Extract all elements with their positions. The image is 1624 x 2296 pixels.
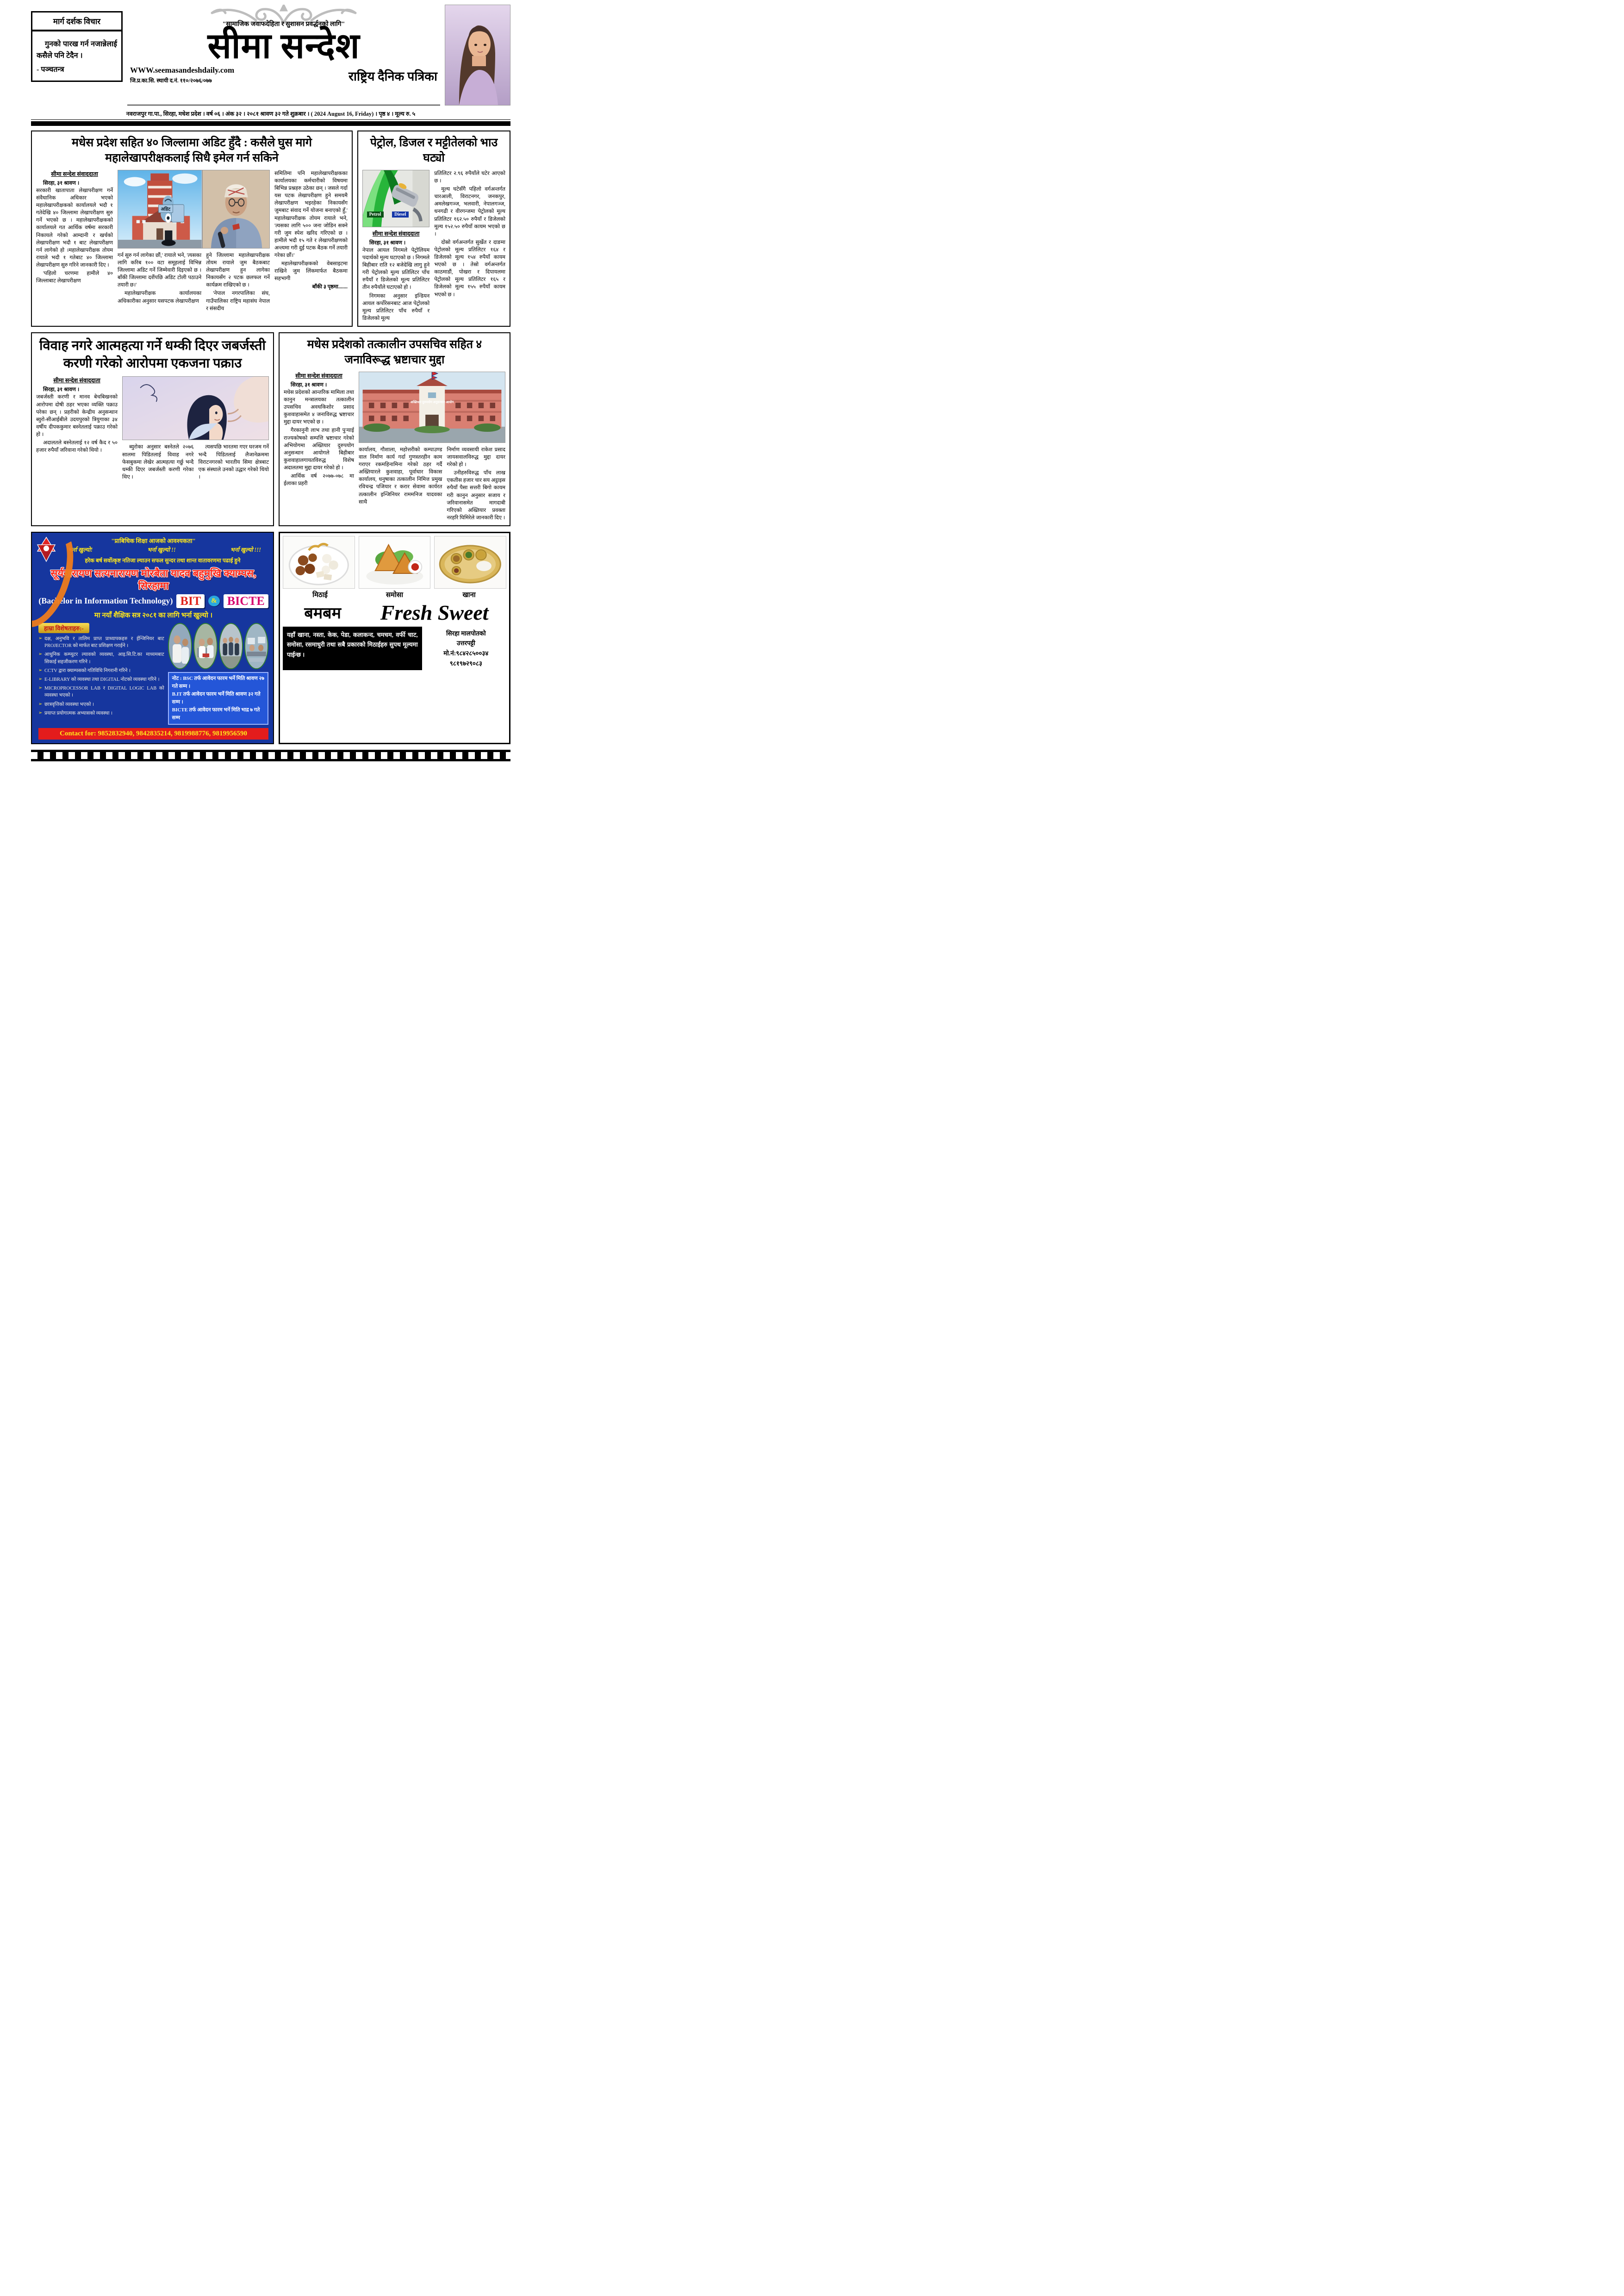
article-fuel [357,131,510,327]
note-line-2: B.IT तर्फ आवेदन फारम भर्ने मिति श्रावण ३२ गते सम्म । [172,691,261,705]
body-paragraph: मूल्य घटेसँगै पहिलो वर्गअन्तर्गत चारआली, विराटनगर, जनकपुर, अमलेखगञ्ज, भलवारी, नेपालगञ्ज, धनगढी र वीरगन्जमा पेट्रोलको मूल्य प्रतिलिटर १६२.५० रुपैयाँ र डिजेलको मूल्य १५२.५० रुपैयाँ कायम भएको छ । [434,187,505,237]
campus-ad-line2: हरेक बर्ष सर्वोत्कृष्ट नतिजा ल्याउन सफल सुन्दर तथा शान्त वातावरणमा पढाई हुने [85,557,241,564]
feature-item [38,651,164,665]
articles-row-1 [31,131,510,327]
body-paragraph: महालेखापरीक्षकको वेबसाइटमा राखिने जुम लिंकमार्फत बैठकमा सहभागी [274,261,348,282]
article-corruption-body [284,372,505,523]
filmstrip-border [31,750,510,761]
victim-illustration [122,376,269,440]
auditor-office-photo [118,170,202,249]
body-paragraph: 'पहिलो चरणमा हामीले ४० जिल्लाबाट लेखापरीक्षण [36,271,113,284]
article-audit-col3 [206,252,270,313]
admission-open-2: भर्ना खुल्यो !! [147,546,176,553]
body-paragraph: अदालतले बस्नेतलाई १२ वर्ष कैद र ५० हजार रुपैयाँ जरिवाना गरेको थियो । [36,440,118,454]
address-line-1: सिरहा मालपोतको [446,629,486,637]
petrol-sign-label: Petrol [367,212,384,218]
bicte-badge: BICTE [224,594,268,608]
article-arrest-headline: विवाह नगरे आत्महत्या गर्ने धम्की दिएर जबर्जस्ती करणी गरेको आरोपमा एकजना पक्राउ [39,338,266,371]
article-corruption [279,332,510,526]
article-audit-col4 [274,170,348,313]
dateline: सिरहा, ३१ श्रावण । [43,387,80,393]
body-paragraph: सरकारी खातापाता लेखापरीक्षण गर्ने संवैधानिक अधिकार भएको महालेखापरीक्षकको कार्यालयले भदौ १ गतेदेखि ४० जिल्लामा लेखापरीक्षण सुरु गर्ने भएको छ । महालेखापरीक्षकको कार्यालयले गत आर्थिक वर्षमा सरकारी निकायले गरेको आम्दानी र खर्चको लेखापरीक्षण भदौ १ बाट लेखापरीक्षण गर्न लागेको हो ।महालेखापरीक्षक तोयम रायाले भदौ १ गतेबाट ४० जिल्लामा लेखापरीक्षण सुरु गरिने जानकारी दिए । [36,188,113,268]
shop-name-english: Fresh Sweet [380,600,489,624]
newspaper-page [31,0,510,761]
campus-contact-strip: Contact for: 9852832940, 9842835214, 9819988776, 9819956590 [38,728,268,740]
filmstrip-squares [31,752,510,759]
guide-box-author: - पञ्चतन्त्र [37,65,64,74]
body-paragraph: महालेखापरीक्षक कार्यालयका अधिकारीका अनुसार यसपटक लेखापरीक्षण [118,291,202,304]
label-khana: खाना [462,591,476,599]
celebrity-photo [445,5,510,106]
article-fuel-col1 [362,170,429,323]
article-corruption-col3 [447,446,505,523]
sweets-plate-photo [283,536,355,589]
article-arrest-body [36,376,269,481]
body-paragraph: गर्न सुरु गर्न लागेका छौं,' रायाले भने, 'त्यसका लागि करिब १०० वटा समूहलाई विभिन्न जिल्लामा अडिट गर्ने जिम्मेवारी दिइएको छ । बाँकी जिल्लामा दशैंपछि अडिट टोली पठाउने तयारी छ।' [118,253,202,288]
arrow-bullet-icon: ➢ [38,710,43,716]
address-line-2: उत्तरपट्टी [456,640,475,647]
feature-item [38,710,164,717]
articles-row-2 [31,332,510,526]
arrow-bullet-icon: ➢ [38,667,43,673]
body-paragraph: ब्युरोका अनुसार बस्नेतले २०७६ सालमा पिडितलाई विवाह नगरे फेसबुकमा लेखेर आत्महत्या गर्छु भन्दै धम्की दिएर जबर्जस्ती करणी गरेका थिए । [122,444,194,480]
guide-box-title: मार्ग दर्शक विचार [32,12,121,31]
bit-badge: BIT [176,594,205,608]
diesel-sign-label: Diesel [392,212,409,218]
body-paragraph: समितिमा पनि महालेखापरीक्षकका कार्यालयका कर्मचारीको विषयमा बिभिन्न प्रश्नहरु उठेका छन् । जसले गर्दा यस पटक लेखापरीक्षण हुने समयमै लेखापरीक्षण भइरहेका निकायसँग जुमबाट संवाद गर्ने योजना बनाएको हुँ,' महालेखापरीक्षक तोयम रायाले भने, 'त्यसका लागि ५०० जना जोडिन सक्ने गरी जुम स्पेश खरिद गरिएको छ । हामीले भदौ १५ गते र लेखापरीक्षणको अन्त्यमा गरी दुई पटक बैठक गर्ने तयारी गरेका छौं।' [274,171,348,259]
body-paragraph: त्यसपछि भारतमा गएर घरजम गर्ने भन्दै पिडितलाई लैजानेक्रममा विराटनगरको भारतीय सिमा क्षेत्रबाट एक संस्थाले उनको उद्धार गरेको थियो । [198,444,269,480]
campus-ad-topline: "प्राबिधिक शिक्षा आजको आवश्यकता" [111,537,196,544]
campus-name: सूर्यनारायण सत्यनारायण मोरबैता यादव बहुमुखि क्याम्पस, सिरहामा [50,567,256,592]
features-list [38,635,164,717]
body-paragraph: गैरकानुनी लाभ तथा हानी पुऱ्याई राज्यकोषको सम्पत्ति भ्रष्टाचार गरेको अभियोगमा अख्तियार दुरुपयोग अनुसन्धान आयोगले बिहीबार कुशवाहालगायतविरुद्ध विशेष अदालतमा मुद्दा दायर गरेको हो । [284,428,354,471]
note-line-1: नोट : BSC तर्फ आवेदन फारम भर्ने मिति श्रावण २७ गते सम्म । [172,675,264,689]
body-paragraph: निर्माण व्यवसायी राकेश प्रसाद जायसवालविरुद्ध मुद्दा दायर गरेको हो । [447,447,505,468]
campus-features [38,623,164,725]
ciaa-building-photo [359,372,505,443]
article-audit-photos [118,170,270,249]
thali-photo [434,536,506,589]
body-paragraph: प्रतिलिटर २.९६ रुपैयाँले घटेर आएको छ । [434,171,505,184]
auditor-general-photo [202,170,270,249]
sweet-shop-address [426,627,506,670]
students-photo [168,623,192,669]
sweet-shop-ad [279,532,510,744]
campus-ad-right [168,623,268,725]
feature-item [38,701,164,708]
label-samosa: समोसा [386,591,404,599]
body-paragraph: कार्यालय, गौशाला, महोत्तरीको कम्पाउण्ड वाल निर्माण कार्य गर्दा गुणस्तरहीन काम गराएर रकमहिनामिना गरेको ठहर गर्दै अख्तियारले कुशवाहा, पूर्वाधार विकास कार्यालय, धनुषाका तत्कालीन निमित्त प्रमुख रविचन्द्र पजियार र करार सेवामा कार्यरत तत्कालीन इन्जिनियर राममनिज यादवका साथै [359,447,442,505]
campus-session-line: मा नयाँ शैक्षिक सत्र २०८१ का लागि भर्ना खुल्यो । [94,611,213,619]
article-audit-col2 [118,252,201,313]
article-audit-middle [118,170,270,313]
feature-text: आधुनिक कम्प्युटर ल्यावको व्यवस्था, आइ.सि.टि.का माध्यमबाट सिकाई सहजीकरण गरिने । [44,652,164,665]
shop-name-nepali: बमबम [304,605,341,622]
article-audit-headline: मधेस प्रदेश सहित ४० जिल्लामा अडिट हुँदै : कसैले घुस मागे महालेखापरीक्षकलाई सिधै इमेल गर्न सकिने [72,137,312,164]
phone-1: मो.नं:९८४२८५००३४ [443,650,489,657]
byline: सीमा सन्देश संवाददाता [372,230,420,237]
body-paragraph: 'नेपाल नगरपालिका संघ, गाउँपालिका राष्ट्रिय महासंघ नेपाल र संसदीय [206,291,270,311]
article-arrest-col2 [122,443,193,481]
article-fuel-body [362,170,505,323]
arrow-bullet-icon: ➢ [38,676,43,682]
arrow-bullet-icon: ➢ [38,701,43,707]
campus-logo-icon [37,536,56,565]
article-corruption-headline: मधेस प्रदेशको तत्कालीन उपसचिव सहित ४ जनाविरूद्ध भ्रष्टाचार मुद्दा [307,338,482,366]
computer-lab-photo [244,623,268,669]
students-photo [219,623,243,669]
article-arrest-col3 [198,443,269,481]
campus-ad [31,532,274,744]
masthead-header [31,5,510,106]
guide-box-quote: गुनको पारख गर्न नजान्नेलाई कसैले पनि टेदैन । [37,40,117,60]
body-paragraph: जबर्जस्ती करणी र मानव बेचबिखनको आरोपमा दोषी ठहर भएका व्यक्ति पक्राउ परेका छन् । प्रहरीको केन्द्रीय अनुसन्धान ब्युरो-सीआईबीले उदयपुरको त्रियुगाका ३४ वर्षीय दीपककुमार बस्नेतलाई पक्राउ गरेको हो । [36,394,118,437]
arrow-bullet-icon: ➢ [38,652,43,657]
newspaper-subtitle: राष्ट्रिय दैनिक पत्रिका [348,69,437,84]
article-corruption-right [359,372,505,523]
masthead-tagline: "सामाजिक जवाफदेहिता र सुशासन प्रवर्द्धनको लागि" [222,21,345,28]
body-paragraph: निगमका अनुसार इन्डियन आयल कर्पोरेसनबाट आज पेट्रोलको मूल्य प्रतिलिटर पाँच रुपैयाँ र डिजेलको मूल्य [362,293,430,321]
byline: सीमा सन्देश संवाददाता [51,171,98,177]
dateline: सिरहा, ३१ श्रावण । [291,382,327,388]
admission-open-1: भर्ना खुल्यो! [68,546,93,553]
masthead-left-info [130,66,234,84]
byline: सीमा सन्देश संवाददाता [295,372,342,379]
feature-item [38,667,164,674]
body-paragraph: आर्थिक वर्ष २०७७-०७८ मा ईलाका प्रहरी [284,473,354,487]
ampersand-badge: & [208,596,220,606]
students-photo [193,623,218,669]
byline: सीमा सन्देश संवाददाता [53,377,100,384]
website-url: WWW.seemasandeshdaily.com [130,66,235,75]
registration-number: जि.प्र.का.सि. स्थायी द.नं. ११०/२०७६/०७७ [130,77,212,84]
article-corruption-col2 [359,446,442,523]
campus-program-row [38,594,268,608]
body-paragraph: हुने जिल्लामा महालेखापरीक्षक तोयम रायाले जुम बैठकबाट लेखापरीक्षण हुन लागेका निकायसँग २ पटक छलफल गर्ने कार्यक्रम राखिएको छ । [206,253,270,288]
sweet-ad-labels [283,590,506,599]
bit-degree-label: (Bachelor in Information Technology) [38,596,173,606]
label-mithai: मिठाई [312,591,328,599]
continued-note: बाँकी ३ पृष्ठमा....... [312,284,348,290]
article-arrest [31,332,274,526]
feature-text: CCTV द्वारा क्याम्पसको गतिविधि निगरानी गरिने । [44,668,131,673]
masthead [127,5,440,106]
campus-note-box [168,672,268,725]
article-corruption-col1 [284,372,354,523]
ads-row [31,532,510,744]
body-paragraph: मधेस प्रदेशको आन्तरिक मामिला तथा कानुन मन्त्रालयका तत्कालीन उपसचिव अवधकिशोर प्रसाद कुशवाहासमेत ४ जनाविरुद्ध भ्रष्टाचार मुद्दा दायर भएको छ । [284,389,354,425]
samosa-photo [359,536,431,589]
issue-info-bar: नवराजपुर गा.पा., सिरहा, मधेश प्रदेश । वर्ष ०६ । अंक ३२ । २०८१ श्रावण ३२ गते शुक्रबार । ( 2024 August 16, Friday) । पृष्ठ ४ । मूल्य रु. ५ [31,107,510,120]
guide-thought-box [31,11,123,82]
sweet-shop-names [283,600,506,625]
arrow-bullet-icon: ➢ [38,685,43,691]
article-arrest-subcols [122,443,269,481]
note-line-3: BICTE तर्फ आवेदन फारम भर्ने मिति भाद्र ७ गते सम्म [172,707,260,721]
body-paragraph: उनीहरुविरुद्ध पाँच लाख एकतीस हजार चार सय अट्ठाइस रुपैयाँ पैसा सत्तरी बिगो कायम गरी कानुन अनुसार सजाय र जरिवानासमेत मागदाबी गरिएको अख्तियार प्रवक्ता नरहरि घिमिरेले जानकारी दिए । [447,470,505,521]
campus-photos [168,623,268,669]
feature-text: छात्रवृत्तिको व्यवस्था भएको । [44,702,94,707]
features-title: हाम्रा विशेषताहरु:- [38,623,89,633]
article-arrest-col1 [36,376,118,481]
newspaper-title: सीमा सन्देश [207,27,360,66]
feature-item [38,685,164,699]
article-fuel-headline: पेट्रोल, डिजल र मट्टीतेलको भाउ घट्यो [370,137,498,164]
arrow-bullet-icon: ➢ [38,635,43,641]
masthead-bottom-row [127,65,440,87]
feature-text: MICROPROCESSOR LAB र DIGITAL LOGIC LAB को व्यवस्था भएको । [44,686,164,698]
admission-open-3: भर्ना खुल्यो !!! [230,546,261,553]
audit-cartoon-label: अडिट [158,205,174,213]
feature-item [38,676,164,683]
feature-text: प्रयाप्त प्रयोगात्मक अभ्यासको व्यवस्था । [44,710,113,716]
article-audit-col1 [36,170,113,313]
article-arrest-right [122,376,269,481]
feature-item [38,635,164,649]
body-paragraph: नेपाल आयल निगमले पेट्रोलियम पदार्थको मूल्य घटाएको छ । निगमले बिहीबार राति १२ बजेदेखि लागु हुने गरी पेट्रोलको मूल्य प्रतिलिटर पाँच रुपैयाँ र डिजेलको मूल्य प्रतिलिटर तीन रुपैयाँले घटाएको हो । [362,248,430,291]
article-audit [31,131,353,327]
body-paragraph: दोस्रो वर्गअन्तर्गत सुर्खेत र दाङमा पेट्रोलको मूल्य प्रतिलिटर १६४ र डिजेलको मूल्य १५४ रुपैयाँ कायम भएको छ । तेस्रो वर्गअन्तर्गत काठमाडौं, पोखरा र दिपायलमा पेट्रोलको मूल्य प्रतिलिटर १६५ र डिजेलको मूल्य १५५ रुपैयाँ कायम भएको छ । [434,239,505,298]
feature-text: E-LIBRARY को व्यवस्था तथा DIGITAL नोटको व्यवस्था गरिने । [44,677,160,682]
petrol-nozzle-photo [362,170,429,227]
article-corruption-subcols [359,446,505,523]
feature-text: दक्ष, अनुभवि र तालिम प्राप्त प्राध्यापकहरु र ईन्जिनियर बाट PROJECTOR को मार्फत बाट प्रशिक्षण गराईने । [44,636,164,649]
sweet-ad-photos [283,536,506,589]
article-fuel-col2 [434,170,505,323]
sweet-shop-description: यहाँ खाना, नस्ता, केक, पेडा, कलाकन्द, चमचम, वर्फी चाट, समोसा, रसमाधुरी तथा सबै प्रकारको मिठाईहरु सुपथ मूल्यमा पाईन्छ । [283,627,422,670]
dateline: सिरहा, ३१ श्रावण । [43,180,80,186]
sweet-ad-bottom [283,627,506,670]
phone-2: ९८१९७२९०८३ [449,660,482,667]
campus-ad-columns [38,623,268,725]
dateline: सिरहा, ३१ श्रावण । [369,240,406,246]
divider-bar [31,121,510,126]
article-audit-midcols [118,252,270,313]
article-audit-body [36,170,348,313]
ciaa-photo-caption: अख्तियार दुरुपयोग अनुसन्धान आयोग [410,400,454,404]
